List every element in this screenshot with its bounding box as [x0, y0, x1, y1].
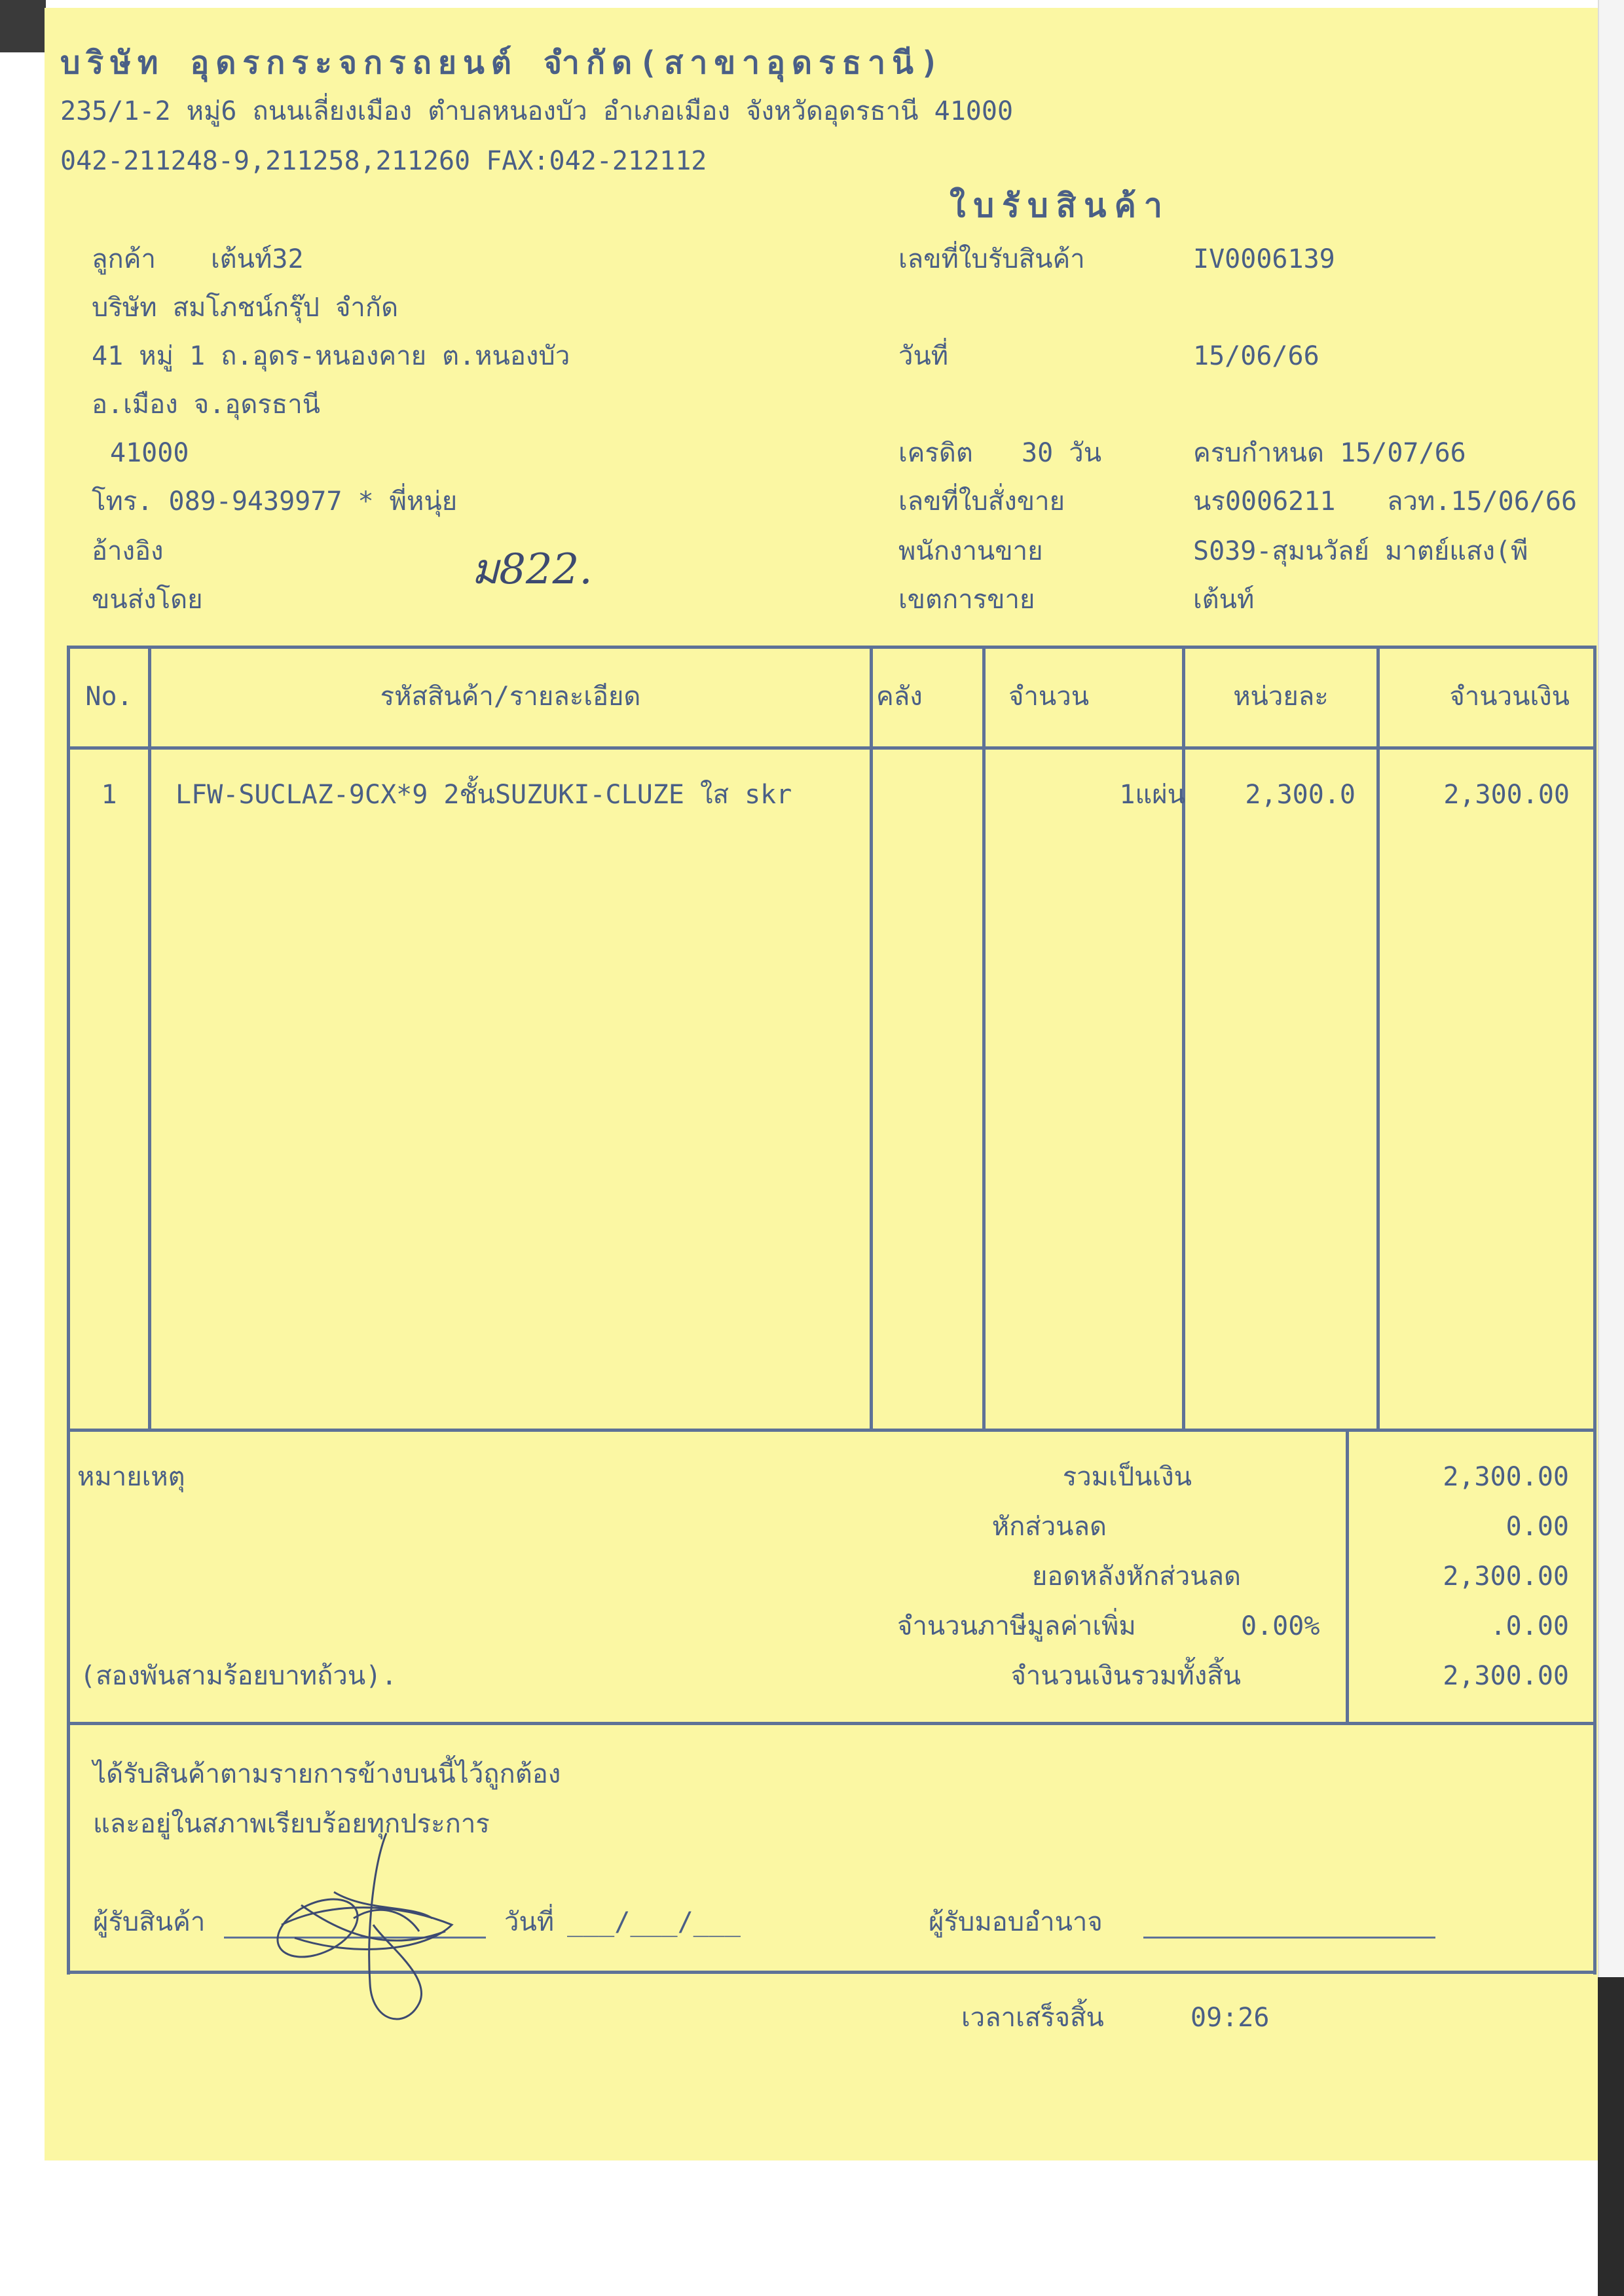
receipt-date-blank: ___/___/___: [567, 1907, 741, 1937]
finish-time-label: เวลาเสร็จสิ้น: [961, 2003, 1104, 2033]
header-amount: จำนวนเงิน: [1449, 682, 1570, 712]
authorized-label: ผู้รับมอบอำนาจ: [929, 1907, 1103, 1937]
salesperson-label: พนักงานขาย: [898, 536, 1043, 566]
row-amount: 2,300.00: [1443, 780, 1570, 810]
table-bottom-rule: [67, 1429, 1596, 1432]
customer-address-1: 41 หมู่ 1 ถ.อุดร-หนองคาย ต.หนองบัว: [92, 341, 570, 371]
header-warehouse: คลัง: [876, 682, 923, 712]
table-left-rule: [67, 646, 70, 1975]
customer-label: ลูกค้า: [92, 244, 156, 274]
row-no: 1: [101, 780, 117, 810]
credit-label: เครดิต: [898, 438, 973, 468]
due-date: ครบกำหนด 15/07/66: [1193, 438, 1466, 468]
date-label: วันที่: [898, 341, 949, 371]
order-no-label: เลขที่ใบสั่งขาย: [898, 486, 1065, 517]
table-header-rule: [67, 746, 1596, 750]
col-rule-2: [870, 646, 873, 1431]
salesperson: S039-สุมนวัลย์ มาตย์แสง(พี: [1193, 536, 1528, 566]
order-no: นร0006211: [1193, 486, 1336, 517]
customer-code: เต้นท์32: [211, 244, 304, 274]
col-rule-3: [982, 646, 986, 1431]
authorized-signature-line: [1143, 1937, 1435, 1939]
table-top-rule: [67, 646, 1596, 649]
receiver-signature: [255, 1827, 478, 2036]
after-discount-value: 2,300.00: [1443, 1561, 1569, 1592]
col-rule-5: [1376, 646, 1380, 1431]
remark-label: หมายเหตุ: [77, 1462, 185, 1492]
vat-label: จำนวนภาษีมูลค่าเพิ่ม: [897, 1611, 1136, 1641]
customer-phone: โทร. 089-9439977 * พี่หนุ่ย: [92, 486, 458, 517]
header-quantity: จำนวน: [1008, 682, 1090, 712]
row-quantity: 1แผ่น: [1119, 780, 1185, 810]
receipt-statement-2: และอยู่ในสภาพเรียบร้อยทุกประการ: [93, 1809, 490, 1839]
amount-in-words: (สองพันสามร้อยบาทถ้วน).: [80, 1661, 397, 1691]
receipt-statement-1: ได้รับสินค้าตามรายการข้างบนนี้ไว้ถูกต้อง: [93, 1759, 561, 1789]
company-name: บริษัท อุดรกระจกรถยนต์ จำกัด(สาขาอุดรธานี): [60, 45, 946, 81]
row-description: LFW-SUCLAZ-9CX*9 2ชั้นSUZUKI-CLUZE ใส skr: [175, 780, 792, 810]
receiver-label: ผู้รับสินค้า: [93, 1907, 206, 1937]
discount-label: หักส่วนลด: [991, 1512, 1107, 1542]
header-unit-price: หน่วยละ: [1233, 682, 1329, 712]
receipt-no: IV0006139: [1193, 244, 1335, 274]
receipt-top-rule: [67, 1722, 1596, 1725]
credit-value: 30 วัน: [1022, 438, 1102, 468]
col-rule-1: [148, 646, 151, 1431]
handwritten-note: ม822.: [471, 545, 593, 594]
summary-divider: [1346, 1431, 1349, 1723]
sales-area-label: เขตการขาย: [898, 585, 1035, 615]
receipt-date-label: วันที่: [504, 1907, 555, 1937]
scan-corner-shadow: [0, 0, 46, 52]
customer-address-2: อ.เมือง จ.อุดรธานี: [92, 390, 321, 420]
customer-postcode: 41000: [110, 438, 189, 468]
receipt-no-label: เลขที่ใบรับสินค้า: [898, 244, 1085, 274]
total-label: จำนวนเงินรวมทั้งสิ้น: [1010, 1661, 1241, 1691]
table-right-rule: [1593, 646, 1596, 1975]
total-value: 2,300.00: [1443, 1661, 1569, 1691]
header-no: No.: [85, 682, 133, 712]
header-description: รหัสสินค้า/รายละเอียด: [380, 682, 641, 712]
reference-label: อ้างอิง: [92, 536, 164, 566]
customer-name: บริษัท สมโภชน์กรุ๊ป จำกัด: [92, 293, 399, 323]
vat-value: .0.00: [1490, 1611, 1569, 1641]
scan-edge-dark: [1598, 1977, 1624, 2296]
row-unit-price: 2,300.0: [1245, 780, 1356, 810]
subtotal-value: 2,300.00: [1443, 1462, 1569, 1492]
vat-rate: 0.00%: [1241, 1611, 1320, 1641]
after-discount-label: ยอดหลังหักส่วนลด: [1031, 1561, 1241, 1592]
scan-edge: [1598, 0, 1624, 2296]
date-value: 15/06/66: [1193, 341, 1320, 371]
shipping-label: ขนส่งโดย: [92, 585, 203, 615]
subtotal-label: รวมเป็นเงิน: [1062, 1462, 1192, 1492]
finish-time: 09:26: [1190, 2003, 1270, 2033]
company-address: 235/1-2 หมู่6 ถนนเลี่ยงเมือง ตำบลหนองบัว อำเภอเมือง จังหวัดอุดรธานี 41000: [60, 96, 1014, 126]
company-phone: 042-211248-9,211258,211260 FAX:042-212112: [60, 146, 707, 176]
order-date: ลวท.15/06/66: [1387, 486, 1578, 517]
discount-value: 0.00: [1505, 1512, 1569, 1542]
sales-area: เต้นท์: [1193, 585, 1255, 615]
col-rule-4: [1182, 646, 1185, 1431]
document-title: ใบรับสินค้า: [950, 187, 1170, 225]
